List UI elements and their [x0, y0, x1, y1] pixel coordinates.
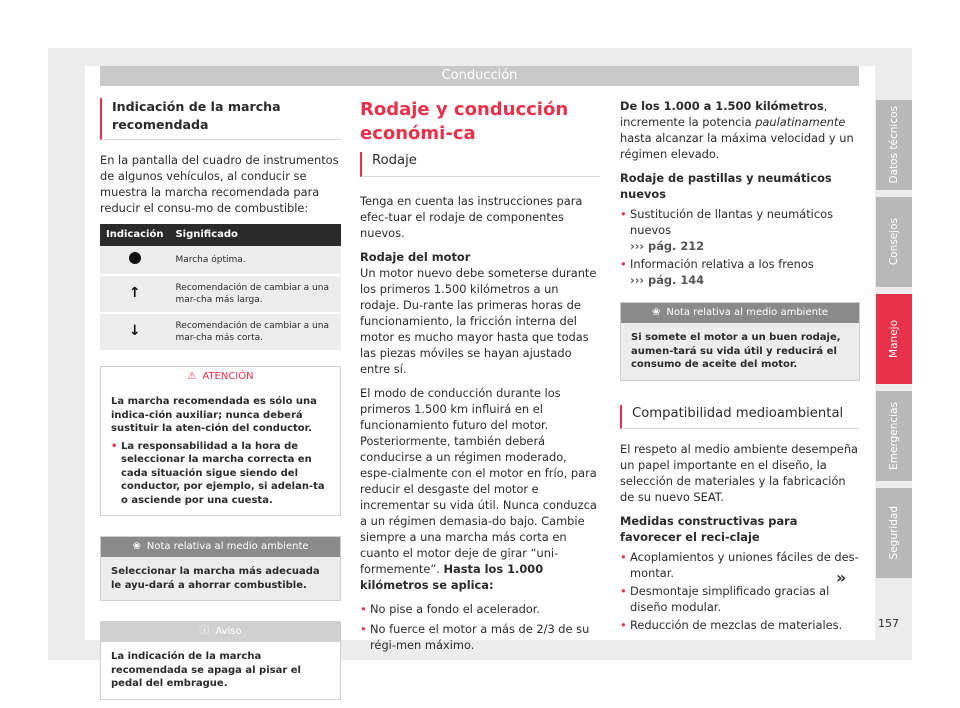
power-bold: De los 1.000 a 1.500 kilómetros: [620, 99, 824, 113]
mode-text-bold: Hasta los 1.000 kilómetros se aplica:: [360, 562, 544, 592]
arrow-down-icon: ↓: [128, 323, 141, 339]
page-number: 157: [878, 617, 899, 630]
power-italic: paulatinamente: [755, 115, 846, 129]
tab-emergencias[interactable]: [876, 391, 912, 481]
power-text-b: hasta alcanzar la máxima velocidad y un régimen elevado.: [620, 131, 854, 161]
list-item: • No pise a fondo el acelerador.: [360, 601, 600, 617]
tab-label: Seguridad: [888, 506, 900, 560]
tab-label: Emergencias: [888, 402, 900, 470]
env-note-text: Si somete el motor a un buen rodaje, aumen-tará su vida útil y reducirá el consumo de aceite del motor.: [621, 323, 859, 380]
power-text-a: , incremente la potencia: [620, 99, 828, 129]
filled-circle-icon: [129, 252, 141, 264]
env-note-header: [621, 303, 859, 323]
engine-heading: Rodaje del motor: [360, 250, 471, 264]
table-cell: Recomendación de cambiar a una mar-cha más larga.: [169, 275, 341, 313]
table-row: [100, 275, 341, 313]
warning-bullet: • La responsabilidad a la hora de seleccionar la marcha correcta en cada situación sigue siendo del conductor, por ejemplo, si adelan-ta o asciende por una cuesta.: [111, 440, 330, 508]
tab-datos-tecnicos[interactable]: [876, 100, 912, 190]
column-3: [620, 98, 860, 633]
env-note-box: [100, 536, 341, 601]
warning-box: [100, 366, 341, 516]
table-row: [100, 313, 341, 351]
env-note-text: Seleccionar la marcha más adecuada le ayu-dará a ahorrar combustible.: [101, 557, 340, 600]
rodaje-intro: Tenga en cuenta las instrucciones para efec-tuar el rodaje de componentes nuevos.: [360, 194, 583, 240]
leaf-icon: ❀: [132, 541, 141, 552]
table-header-significado: Significado: [169, 224, 341, 246]
info-icon: ⓘ: [199, 626, 210, 637]
table-cell: Marcha óptima.: [169, 246, 341, 275]
aviso-text: La indicación de la marcha recomendada se apaga al pisar el pedal del embrague.: [101, 642, 340, 699]
warning-body: [101, 387, 340, 515]
list-item: • No fuerce el motor a más de 2/3 de su régi-men máximo.: [360, 621, 600, 653]
table-row: [100, 246, 341, 275]
measures-heading: Medidas constructivas para favorecer el reci-claje: [620, 513, 798, 544]
bullet-text: Información relativa a los frenos: [630, 257, 814, 271]
section-title-compat: Compatibilidad medioambiental: [620, 405, 860, 429]
page-ref-link[interactable]: ››› pág. 144: [630, 273, 705, 287]
env-note-box: [620, 302, 860, 381]
page-header: Conducción: [100, 66, 859, 86]
engine-text: Un motor nuevo debe someterse durante los primeros 1.500 kilómetros a un rodaje. Du-rante las primeras horas de funcionamiento, la fricción interna del motor es mucho mayor hasta que todas las piezas móviles se hayan ajustado entre sí.: [360, 266, 597, 376]
aviso-title: Aviso: [215, 626, 242, 637]
subsection-title-rodaje: Rodaje: [360, 152, 600, 177]
tab-manejo[interactable]: [876, 294, 912, 384]
env-note-title: Nota relativa al medio ambiente: [146, 541, 309, 552]
tab-seguridad[interactable]: [876, 488, 912, 578]
aviso-box: [100, 621, 341, 700]
power-paragraph: [620, 98, 860, 162]
page-ref-link[interactable]: ››› pág. 212: [630, 239, 705, 253]
tab-consejos[interactable]: [876, 197, 912, 287]
gear-intro: En la pantalla del cuadro de instrumentos de algunos vehículos, al conducir se muestra la marcha recomendada para reducir el consu-mo de combustible:: [100, 153, 339, 215]
arrow-up-icon: ↑: [128, 285, 141, 301]
brakes-heading: Rodaje de pastillas y neumáticos nuevos: [620, 171, 832, 201]
aviso-header: [101, 622, 340, 642]
list-item: • Reducción de mezclas de materiales.: [620, 617, 860, 633]
warning-header: [101, 367, 340, 387]
chapter-tabs: [876, 100, 912, 585]
continue-mark: »: [836, 568, 847, 587]
gear-table: [100, 224, 341, 352]
table-header-indicacion: Indicación: [100, 224, 169, 246]
mode-text: [360, 385, 600, 593]
list-item: [620, 206, 860, 254]
list-item: • Desmontaje simplificado gracias al diseño modular.: [620, 583, 860, 615]
warning-triangle-icon: ⚠: [187, 371, 197, 382]
env-note-header: [101, 537, 340, 557]
leaf-icon: ❀: [651, 307, 661, 318]
warning-text: La marcha recomendada es sólo una indica-ción auxiliar; nunca deberá sustituir la aten-ción del conductor.: [111, 396, 317, 434]
tab-label: Manejo: [888, 320, 900, 358]
table-cell: Recomendación de cambiar a una mar-cha más corta.: [169, 313, 341, 351]
mode-text-body: El modo de conducción durante los primeros 1.500 km influirá en el funcionamiento futuro del motor. Posteriormente, también deberá conducirse a un régimen moderado, espe-cialmente con el motor en frío, para reducir el desgaste del motor e incrementar su vida útil. Nunca conduzca a un régimen demasia-do bajo. Cambie siempre a una marcha más corta en cuanto el motor deje de girar “uni-formemente”.: [360, 386, 597, 576]
compat-text: El respeto al medio ambiente desempeña un papel importante en el diseño, la selección de materiales y la fabricación de su nuevo SEAT.: [620, 441, 859, 504]
list-item: [620, 256, 860, 288]
tab-label: Consejos: [888, 218, 900, 266]
column-2: [360, 98, 600, 653]
list-item: • Acoplamientos y uniones fáciles de des-montar.: [620, 549, 860, 581]
column-1: [100, 98, 341, 700]
env-note-title: Nota relativa al medio ambiente: [666, 307, 829, 318]
tab-label: Datos técnicos: [888, 106, 900, 184]
bullet-text: Sustitución de llantas y neumáticos nuevos: [630, 207, 834, 237]
chapter-title: Rodaje y conducción económi-ca: [360, 99, 569, 144]
section-title-gear-indicator: Indicación de la marcha recomendada: [100, 98, 341, 140]
warning-title: ATENCIÓN: [202, 371, 254, 382]
